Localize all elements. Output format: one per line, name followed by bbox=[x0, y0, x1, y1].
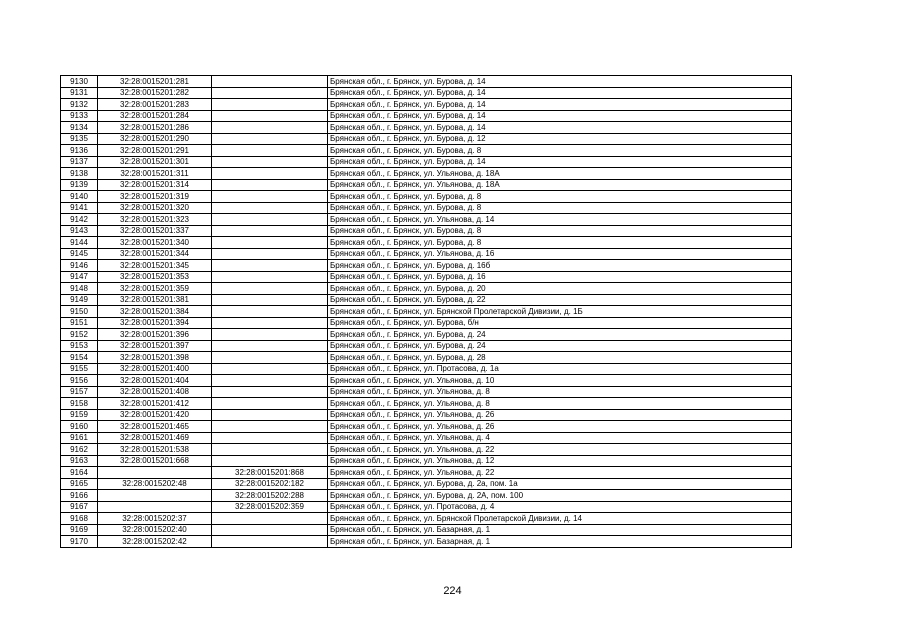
row-number-cell: 9145 bbox=[61, 248, 98, 260]
cadastral-number-cell: 32:28:0015201:384 bbox=[98, 306, 212, 318]
address-cell: Брянская обл., г. Брянск, ул. Ульянова, д. 26 bbox=[328, 409, 792, 421]
table-row bbox=[61, 524, 792, 536]
table-row bbox=[61, 444, 792, 456]
sub-cadastral-number-cell bbox=[212, 536, 328, 548]
address-cell: Брянская обл., г. Брянск, ул. Бурова, д. 8 bbox=[328, 191, 792, 203]
table-row bbox=[61, 386, 792, 398]
cadastral-number-cell bbox=[98, 501, 212, 513]
address-cell: Брянская обл., г. Брянск, ул. Бурова, д. 14 bbox=[328, 110, 792, 122]
table-row bbox=[61, 237, 792, 249]
address-cell: Брянская обл., г. Брянск, ул. Ульянова, д. 8 bbox=[328, 386, 792, 398]
address-cell: Брянская обл., г. Брянск, ул. Протасова, д. 4 bbox=[328, 501, 792, 513]
row-number-cell: 9159 bbox=[61, 409, 98, 421]
records-table bbox=[60, 75, 792, 548]
sub-cadastral-number-cell bbox=[212, 375, 328, 387]
row-number-cell: 9153 bbox=[61, 340, 98, 352]
row-number-cell: 9156 bbox=[61, 375, 98, 387]
table-row bbox=[61, 271, 792, 283]
table-row bbox=[61, 352, 792, 364]
cadastral-number-cell: 32:28:0015202:48 bbox=[98, 478, 212, 490]
sub-cadastral-number-cell bbox=[212, 202, 328, 214]
row-number-cell: 9138 bbox=[61, 168, 98, 180]
address-cell: Брянская обл., г. Брянск, ул. Бурова, д. 12 bbox=[328, 133, 792, 145]
sub-cadastral-number-cell bbox=[212, 294, 328, 306]
sub-cadastral-number-cell bbox=[212, 225, 328, 237]
sub-cadastral-number-cell bbox=[212, 444, 328, 456]
sub-cadastral-number-cell bbox=[212, 99, 328, 111]
row-number-cell: 9141 bbox=[61, 202, 98, 214]
table-row bbox=[61, 191, 792, 203]
address-cell: Брянская обл., г. Брянск, ул. Ульянова, д. 26 bbox=[328, 421, 792, 433]
cadastral-number-cell: 32:28:0015201:412 bbox=[98, 398, 212, 410]
address-cell: Брянская обл., г. Брянск, ул. Ульянова, д. 18А bbox=[328, 168, 792, 180]
table-row bbox=[61, 110, 792, 122]
table-row bbox=[61, 398, 792, 410]
row-number-cell: 9163 bbox=[61, 455, 98, 467]
cadastral-number-cell: 32:28:0015201:340 bbox=[98, 237, 212, 249]
cadastral-number-cell: 32:28:0015201:353 bbox=[98, 271, 212, 283]
cadastral-number-cell: 32:28:0015201:469 bbox=[98, 432, 212, 444]
cadastral-number-cell: 32:28:0015201:282 bbox=[98, 87, 212, 99]
address-cell: Брянская обл., г. Брянск, ул. Бурова, д. 8 bbox=[328, 145, 792, 157]
row-number-cell: 9170 bbox=[61, 536, 98, 548]
sub-cadastral-number-cell bbox=[212, 248, 328, 260]
table-row bbox=[61, 306, 792, 318]
sub-cadastral-number-cell bbox=[212, 340, 328, 352]
cadastral-number-cell: 32:28:0015202:42 bbox=[98, 536, 212, 548]
cadastral-number-cell: 32:28:0015201:286 bbox=[98, 122, 212, 134]
row-number-cell: 9140 bbox=[61, 191, 98, 203]
address-cell: Брянская обл., г. Брянск, ул. Бурова, д. 8 bbox=[328, 225, 792, 237]
sub-cadastral-number-cell bbox=[212, 76, 328, 88]
table-row bbox=[61, 260, 792, 272]
sub-cadastral-number-cell bbox=[212, 317, 328, 329]
cadastral-number-cell: 32:28:0015201:320 bbox=[98, 202, 212, 214]
sub-cadastral-number-cell: 32:28:0015202:359 bbox=[212, 501, 328, 513]
address-cell: Брянская обл., г. Брянск, ул. Бурова, д. 14 bbox=[328, 156, 792, 168]
table-row bbox=[61, 455, 792, 467]
page-number: 224 bbox=[443, 585, 462, 597]
address-cell: Брянская обл., г. Брянск, ул. Ульянова, д. 14 bbox=[328, 214, 792, 226]
sub-cadastral-number-cell bbox=[212, 409, 328, 421]
address-cell: Брянская обл., г. Брянск, ул. Бурова, д. 2а, пом. 1а bbox=[328, 478, 792, 490]
address-cell: Брянская обл., г. Брянск, ул. Бурова, д. 24 bbox=[328, 340, 792, 352]
sub-cadastral-number-cell bbox=[212, 122, 328, 134]
sub-cadastral-number-cell bbox=[212, 133, 328, 145]
sub-cadastral-number-cell bbox=[212, 363, 328, 375]
address-cell: Брянская обл., г. Брянск, ул. Ульянова, д. 4 bbox=[328, 432, 792, 444]
table-row bbox=[61, 76, 792, 88]
table-row bbox=[61, 375, 792, 387]
sub-cadastral-number-cell bbox=[212, 432, 328, 444]
row-number-cell: 9169 bbox=[61, 524, 98, 536]
row-number-cell: 9144 bbox=[61, 237, 98, 249]
cadastral-number-cell: 32:28:0015201:337 bbox=[98, 225, 212, 237]
sub-cadastral-number-cell bbox=[212, 179, 328, 191]
table-row bbox=[61, 421, 792, 433]
sub-cadastral-number-cell bbox=[212, 237, 328, 249]
row-number-cell: 9147 bbox=[61, 271, 98, 283]
cadastral-number-cell: 32:28:0015201:291 bbox=[98, 145, 212, 157]
table-row bbox=[61, 179, 792, 191]
cadastral-number-cell: 32:28:0015201:404 bbox=[98, 375, 212, 387]
table-row bbox=[61, 490, 792, 502]
table-row bbox=[61, 294, 792, 306]
row-number-cell: 9130 bbox=[61, 76, 98, 88]
cadastral-number-cell: 32:28:0015201:398 bbox=[98, 352, 212, 364]
cadastral-number-cell: 32:28:0015201:400 bbox=[98, 363, 212, 375]
row-number-cell: 9157 bbox=[61, 386, 98, 398]
row-number-cell: 9161 bbox=[61, 432, 98, 444]
address-cell: Брянская обл., г. Брянск, ул. Брянской Пролетарской Дивизии, д. 14 bbox=[328, 513, 792, 525]
address-cell: Брянская обл., г. Брянск, ул. Ульянова, д. 12 bbox=[328, 455, 792, 467]
address-cell: Брянская обл., г. Брянск, ул. Бурова, д. 14 bbox=[328, 76, 792, 88]
cadastral-number-cell: 32:28:0015201:281 bbox=[98, 76, 212, 88]
address-cell: Брянская обл., г. Брянск, ул. Бурова, д. 14 bbox=[328, 122, 792, 134]
address-cell: Брянская обл., г. Брянск, ул. Брянской Пролетарской Дивизии, д. 1Б bbox=[328, 306, 792, 318]
cadastral-number-cell: 32:28:0015201:283 bbox=[98, 99, 212, 111]
sub-cadastral-number-cell bbox=[212, 168, 328, 180]
row-number-cell: 9135 bbox=[61, 133, 98, 145]
row-number-cell: 9148 bbox=[61, 283, 98, 295]
row-number-cell: 9142 bbox=[61, 214, 98, 226]
address-cell: Брянская обл., г. Брянск, ул. Протасова, д. 1а bbox=[328, 363, 792, 375]
table-row bbox=[61, 214, 792, 226]
table-row bbox=[61, 329, 792, 341]
cadastral-number-cell: 32:28:0015201:668 bbox=[98, 455, 212, 467]
cadastral-number-cell: 32:28:0015201:396 bbox=[98, 329, 212, 341]
cadastral-number-cell: 32:28:0015201:284 bbox=[98, 110, 212, 122]
cadastral-number-cell: 32:28:0015201:301 bbox=[98, 156, 212, 168]
row-number-cell: 9151 bbox=[61, 317, 98, 329]
cadastral-number-cell: 32:28:0015201:397 bbox=[98, 340, 212, 352]
row-number-cell: 9131 bbox=[61, 87, 98, 99]
address-cell: Брянская обл., г. Брянск, ул. Бурова, д. 16 bbox=[328, 271, 792, 283]
address-cell: Брянская обл., г. Брянск, ул. Бурова, д. 22 bbox=[328, 294, 792, 306]
address-cell: Брянская обл., г. Брянск, ул. Бурова, д. 14 bbox=[328, 87, 792, 99]
cadastral-number-cell: 32:28:0015201:394 bbox=[98, 317, 212, 329]
sub-cadastral-number-cell bbox=[212, 110, 328, 122]
table-row bbox=[61, 501, 792, 513]
sub-cadastral-number-cell: 32:28:0015202:288 bbox=[212, 490, 328, 502]
cadastral-number-cell: 32:28:0015202:40 bbox=[98, 524, 212, 536]
row-number-cell: 9150 bbox=[61, 306, 98, 318]
sub-cadastral-number-cell bbox=[212, 329, 328, 341]
table-row bbox=[61, 478, 792, 490]
sub-cadastral-number-cell: 32:28:0015202:182 bbox=[212, 478, 328, 490]
table-row bbox=[61, 156, 792, 168]
row-number-cell: 9167 bbox=[61, 501, 98, 513]
table-row bbox=[61, 87, 792, 99]
sub-cadastral-number-cell bbox=[212, 87, 328, 99]
cadastral-number-cell: 32:28:0015201:311 bbox=[98, 168, 212, 180]
table-row bbox=[61, 248, 792, 260]
row-number-cell: 9160 bbox=[61, 421, 98, 433]
row-number-cell: 9164 bbox=[61, 467, 98, 479]
sub-cadastral-number-cell bbox=[212, 352, 328, 364]
cadastral-number-cell: 32:28:0015201:319 bbox=[98, 191, 212, 203]
row-number-cell: 9162 bbox=[61, 444, 98, 456]
row-number-cell: 9137 bbox=[61, 156, 98, 168]
address-cell: Брянская обл., г. Брянск, ул. Бурова, д. 28 bbox=[328, 352, 792, 364]
table-row bbox=[61, 536, 792, 548]
row-number-cell: 9146 bbox=[61, 260, 98, 272]
sub-cadastral-number-cell bbox=[212, 306, 328, 318]
row-number-cell: 9155 bbox=[61, 363, 98, 375]
row-number-cell: 9143 bbox=[61, 225, 98, 237]
sub-cadastral-number-cell bbox=[212, 386, 328, 398]
cadastral-number-cell: 32:28:0015201:323 bbox=[98, 214, 212, 226]
address-cell: Брянская обл., г. Брянск, ул. Ульянова, д. 10 bbox=[328, 375, 792, 387]
sub-cadastral-number-cell bbox=[212, 156, 328, 168]
address-cell: Брянская обл., г. Брянск, ул. Бурова, б/н bbox=[328, 317, 792, 329]
address-cell: Брянская обл., г. Брянск, ул. Бурова, д. 16б bbox=[328, 260, 792, 272]
row-number-cell: 9149 bbox=[61, 294, 98, 306]
table-row bbox=[61, 467, 792, 479]
address-cell: Брянская обл., г. Брянск, ул. Бурова, д. 8 bbox=[328, 237, 792, 249]
table-row bbox=[61, 409, 792, 421]
table-row bbox=[61, 340, 792, 352]
row-number-cell: 9152 bbox=[61, 329, 98, 341]
table-row bbox=[61, 145, 792, 157]
cadastral-number-cell: 32:28:0015201:465 bbox=[98, 421, 212, 433]
sub-cadastral-number-cell: 32:28:0015201:868 bbox=[212, 467, 328, 479]
cadastral-number-cell: 32:28:0015201:290 bbox=[98, 133, 212, 145]
sub-cadastral-number-cell bbox=[212, 283, 328, 295]
sub-cadastral-number-cell bbox=[212, 421, 328, 433]
sub-cadastral-number-cell bbox=[212, 455, 328, 467]
sub-cadastral-number-cell bbox=[212, 271, 328, 283]
address-cell: Брянская обл., г. Брянск, ул. Ульянова, д. 22 bbox=[328, 444, 792, 456]
sub-cadastral-number-cell bbox=[212, 191, 328, 203]
cadastral-number-cell: 32:28:0015202:37 bbox=[98, 513, 212, 525]
cadastral-number-cell: 32:28:0015201:314 bbox=[98, 179, 212, 191]
cadastral-number-cell: 32:28:0015201:420 bbox=[98, 409, 212, 421]
address-cell: Брянская обл., г. Брянск, ул. Ульянова, д. 22 bbox=[328, 467, 792, 479]
sub-cadastral-number-cell bbox=[212, 513, 328, 525]
cadastral-number-cell: 32:28:0015201:359 bbox=[98, 283, 212, 295]
row-number-cell: 9168 bbox=[61, 513, 98, 525]
address-cell: Брянская обл., г. Брянск, ул. Бурова, д. 2А, пом. 100 bbox=[328, 490, 792, 502]
table-row bbox=[61, 363, 792, 375]
table-row bbox=[61, 168, 792, 180]
row-number-cell: 9132 bbox=[61, 99, 98, 111]
table-row bbox=[61, 202, 792, 214]
address-cell: Брянская обл., г. Брянск, ул. Базарная, д. 1 bbox=[328, 524, 792, 536]
cadastral-number-cell: 32:28:0015201:344 bbox=[98, 248, 212, 260]
sub-cadastral-number-cell bbox=[212, 260, 328, 272]
row-number-cell: 9134 bbox=[61, 122, 98, 134]
row-number-cell: 9165 bbox=[61, 478, 98, 490]
cadastral-number-cell: 32:28:0015201:538 bbox=[98, 444, 212, 456]
table-row bbox=[61, 133, 792, 145]
address-cell: Брянская обл., г. Брянск, ул. Бурова, д. 8 bbox=[328, 202, 792, 214]
address-cell: Брянская обл., г. Брянск, ул. Бурова, д. 14 bbox=[328, 99, 792, 111]
table-row bbox=[61, 317, 792, 329]
cadastral-number-cell: 32:28:0015201:408 bbox=[98, 386, 212, 398]
cadastral-number-cell: 32:28:0015201:381 bbox=[98, 294, 212, 306]
address-cell: Брянская обл., г. Брянск, ул. Базарная, д. 1 bbox=[328, 536, 792, 548]
row-number-cell: 9136 bbox=[61, 145, 98, 157]
address-cell: Брянская обл., г. Брянск, ул. Ульянова, д. 8 bbox=[328, 398, 792, 410]
row-number-cell: 9154 bbox=[61, 352, 98, 364]
sub-cadastral-number-cell bbox=[212, 524, 328, 536]
table-row bbox=[61, 513, 792, 525]
address-cell: Брянская обл., г. Брянск, ул. Бурова, д. 20 bbox=[328, 283, 792, 295]
cadastral-number-cell bbox=[98, 467, 212, 479]
address-cell: Брянская обл., г. Брянск, ул. Бурова, д. 24 bbox=[328, 329, 792, 341]
row-number-cell: 9158 bbox=[61, 398, 98, 410]
address-cell: Брянская обл., г. Брянск, ул. Ульянова, д. 16 bbox=[328, 248, 792, 260]
table-row bbox=[61, 432, 792, 444]
table-row bbox=[61, 99, 792, 111]
cadastral-number-cell bbox=[98, 490, 212, 502]
row-number-cell: 9166 bbox=[61, 490, 98, 502]
table-row bbox=[61, 122, 792, 134]
row-number-cell: 9133 bbox=[61, 110, 98, 122]
table-row bbox=[61, 225, 792, 237]
sub-cadastral-number-cell bbox=[212, 214, 328, 226]
address-cell: Брянская обл., г. Брянск, ул. Ульянова, д. 18А bbox=[328, 179, 792, 191]
sub-cadastral-number-cell bbox=[212, 145, 328, 157]
records-table-body bbox=[61, 76, 792, 548]
sub-cadastral-number-cell bbox=[212, 398, 328, 410]
cadastral-number-cell: 32:28:0015201:345 bbox=[98, 260, 212, 272]
row-number-cell: 9139 bbox=[61, 179, 98, 191]
table-row bbox=[61, 283, 792, 295]
